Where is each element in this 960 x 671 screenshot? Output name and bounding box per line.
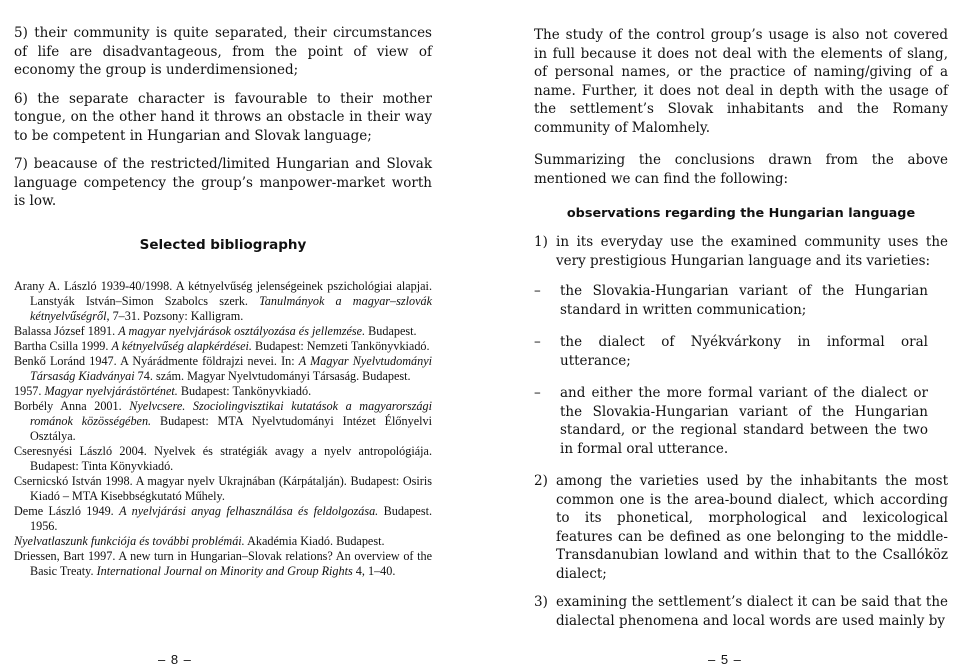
bibliography-entry-italic: Nyelvatlaszunk funkciója és további problémái. — [14, 533, 245, 548]
bibliography-entry-italic: Nyelvcsere. Szociolingvisztikai kutatások a magyarországi románok közösségében. — [30, 398, 432, 428]
bibliography-entry — [14, 324, 432, 339]
paragraph-7: 7) beacause of the restricted/limited Hungarian and Slovak language competency the group’s manpower-market worth is low. — [14, 156, 432, 209]
bibliography-entry-plain: Cseresnyési László 2004. Nyelvek és stratégiák avagy a nyelv antropológiája. Budapest: Tinta Könyvkiadó. — [14, 443, 432, 473]
dash-text: and either the more formal variant of the dialect or the Slovakia-Hungarian variant of the Hungarian standard, or the regional standard between the two in formal oral utterance. — [560, 385, 928, 457]
bibliography-entry-tail: Budapest: MTA Nyelvtudományi Intézet Élőnyelvi Osztálya. — [30, 413, 432, 443]
item-text: examining the settlement’s dialect it can be said that the dialectal phenomena and local words are used mainly by — [556, 594, 948, 629]
bibliography-entry-italic: Magyar nyelvjárástörténet. — [44, 383, 178, 398]
bibliography-entry-italic: A nyelvjárási anyag felhasználása és feldolgozása. — [119, 503, 379, 518]
bibliography-entry-plain: Benkő Loránd 1947. A Nyárádmente földrajzi nevei. In: — [14, 353, 299, 368]
item-text: in its everyday use the examined community uses the very prestigious Hungarian language and its varieties: — [556, 234, 948, 269]
bibliography-entry-plain: Borbély Anna 2001. — [14, 398, 130, 413]
bibliography-entry-tail: Budapest. — [365, 323, 417, 338]
bibliography-entry-italic: A magyar nyelvjárások osztályozása és jellemzése. — [118, 323, 366, 338]
bibliography-entry-tail: 74. szám. Magyar Nyelvtudományi Társaság. Budapest. — [134, 368, 411, 383]
bibliography-entry — [14, 474, 432, 504]
bibliography-entry-tail: Budapest: Nemzeti Tankönyvkiadó. — [251, 338, 430, 353]
bibliography-entry — [14, 504, 432, 534]
dash-text: the Slovakia-Hungarian variant of the Hungarian standard in written communication; — [560, 283, 928, 318]
dash-marker: – — [534, 334, 541, 350]
bibliography-entry-plain: Balassa József 1891. — [14, 323, 119, 338]
bibliography-entry-tail: 4, 1–40. — [352, 563, 396, 578]
paragraph-6: 6) the separate character is favourable to their mother tongue, on the other hand it throws an obstacle in their way to be competent in Hungarian and Slovak language; — [14, 90, 432, 144]
right-column — [534, 26, 948, 640]
bibliography-entry — [14, 534, 432, 549]
observations-title: observations regarding the Hungarian language — [566, 206, 916, 221]
dash-item-3 — [534, 384, 948, 458]
dash-marker: – — [534, 283, 541, 299]
bibliography-entry — [14, 399, 432, 444]
bibliography-entry — [14, 444, 432, 474]
page-number-left: – 8 – — [158, 652, 192, 667]
bibliography-entry — [14, 549, 432, 579]
summary-paragraph: Summarizing the conclusions drawn from the above mentioned we can find the following: — [534, 152, 948, 187]
observation-item-2 — [534, 472, 948, 583]
right-page — [480, 0, 960, 671]
item-number: 2) — [534, 473, 548, 489]
control-group-paragraph: The study of the control group’s usage is also not covered in full because it does not deal with the elements of slang, of personal names, or the practice of naming/giving of a name. Further, it does not deal in depth with the usage of the settlement’s Slovak inhabitants and the Romany community of Malomhely. — [534, 27, 948, 136]
bibliography-entry-plain: Bartha Csilla 1999. — [14, 338, 112, 353]
observation-item-3 — [534, 593, 948, 630]
dash-marker: – — [534, 385, 541, 401]
left-column — [14, 24, 432, 579]
bibliography-list — [14, 279, 432, 579]
bibliography-entry — [14, 384, 432, 399]
bibliography-entry-tail: 7–31. Pozsony: Kalligram. — [109, 308, 244, 323]
bibliography-entry-plain: Csernicskó István 1998. A magyar nyelv Ukrajnában (Kárpátalján). Budapest: Osiris Kiadó – MTA Kisebbségkutató Műhely. — [14, 473, 432, 503]
bibliography-entry-tail: Budapest: Tankönyvkiadó. — [177, 383, 312, 398]
page-number-right: – 5 – — [708, 652, 742, 667]
dash-text: the dialect of Nyékvárkony in informal oral utterance; — [560, 334, 928, 369]
bibliography-entry-italic: Tanulmányok a magyar–szlovák kétnyelvűségről, — [30, 293, 433, 323]
bibliography-entry-italic: International Journal on Minority and Group Rights — [96, 563, 353, 578]
bibliography-entry-plain: 1957. — [14, 383, 45, 398]
item-number: 3) — [534, 594, 548, 610]
bibliography-entry-plain: Arany A. László 1939-40/1998. A kétnyelvűség jelenségeinek pszichológiai alapjai. Lanstyák István–Simon Szabolcs szerk. — [14, 278, 432, 308]
bibliography-entry-italic: A kétnyelvűség alapkérdései. — [111, 338, 252, 353]
dash-item-2 — [534, 333, 948, 370]
item-number: 1) — [534, 234, 548, 250]
item-text: among the varieties used by the inhabitants the most common one is the area-bound dialect, which according to its phonetical, morphological and lexicological features can be defined as one belonging to the middle-Transdanubian lowland and within that to the Csallóköz dialect; — [556, 473, 948, 582]
observation-item-1 — [534, 233, 948, 270]
bibliography-entry — [14, 339, 432, 354]
paragraph-5: 5) their community is quite separated, their circumstances of life are disadvantageous, from the point of view of economy the group is underdimensioned; — [14, 25, 432, 78]
bibliography-entry-plain: Driessen, Bart 1997. A new turn in Hungarian–Slovak relations? An overview of the Basic Treaty. — [14, 548, 432, 578]
bibliography-entry — [14, 354, 432, 384]
bibliography-entry-tail: Budapest. 1956. — [30, 503, 432, 533]
dash-item-1 — [534, 282, 948, 319]
bibliography-title: Selected bibliography — [139, 236, 307, 253]
bibliography-entry-italic: A Magyar Nyelvtudományi Társaság Kiadványai — [30, 353, 432, 383]
bibliography-entry — [14, 279, 432, 324]
bibliography-entry-plain: Deme László 1949. — [14, 503, 120, 518]
bibliography-entry-tail: Akadémia Kiadó. Budapest. — [244, 533, 385, 548]
